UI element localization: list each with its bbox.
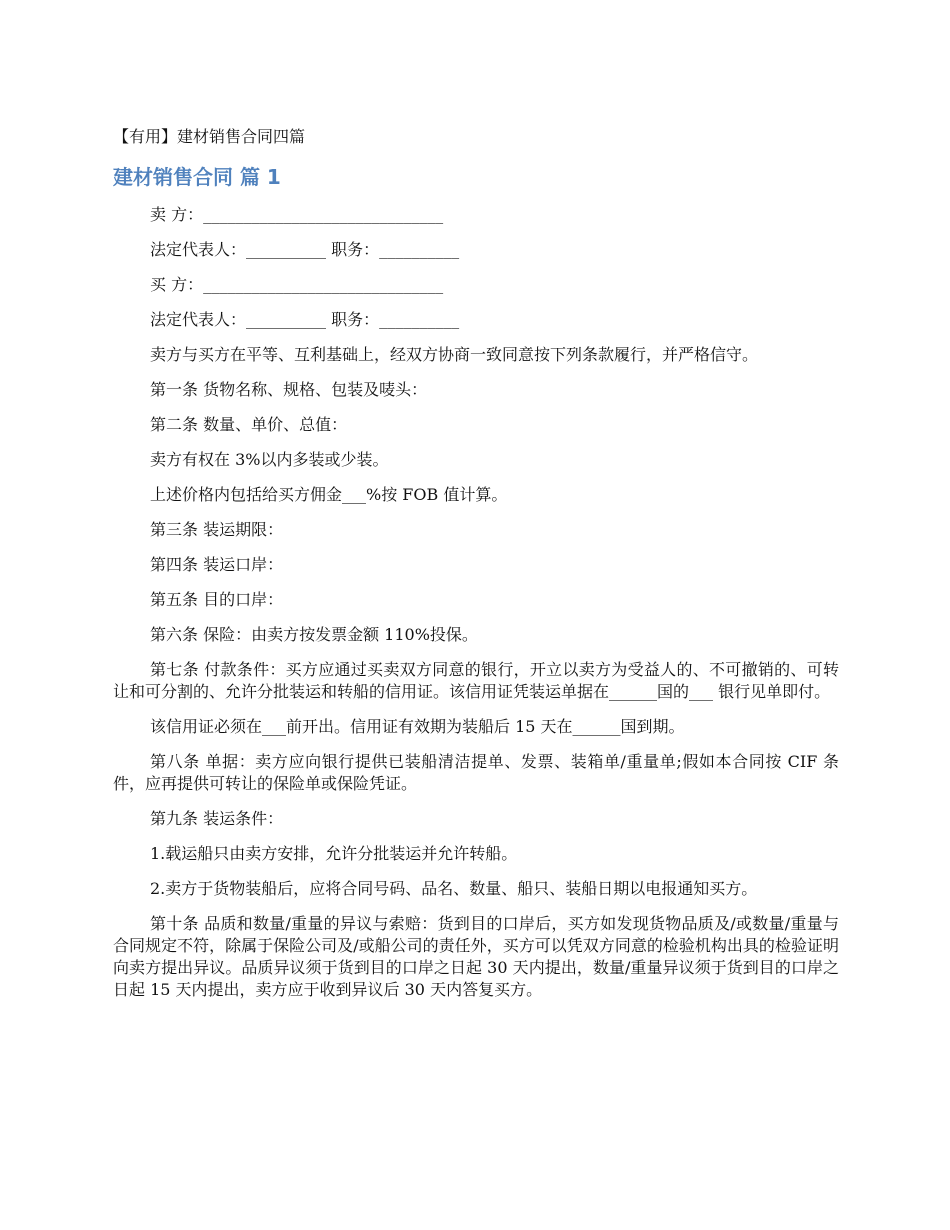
clause-6: 第六条 保险：由卖方按发票金额 110%投保。 — [150, 625, 478, 644]
clause-10: 第十条 品质和数量/重量的异议与索赔：货到目的口岸后，买方如发现货物品质及/或数量/重量与合同规定不符，除属于保险公司及/或船公司的责任外，买方可以凭双方同意的检验机构出具的检验证明向卖方提出异议。品质异议须于货到目的口岸之日起 30 天内提出，数量/重量异议须于货到目的口岸之日起 15 天内提出，卖方应于收到异议后 30 天内答复买方。 — [113, 914, 839, 999]
clause-9-item-2: 2.卖方于货物装船后，应将合同号码、品名、数量、船只、装船日期以电报通知买方。 — [150, 879, 758, 898]
clause-2: 第二条 数量、单价、总值： — [150, 415, 348, 434]
buyer-line: 买 方：______________________________ — [150, 275, 444, 294]
preamble-paragraph: 卖方与买方在平等、互利基础上，经双方协商一致同意按下列条款履行，并严格信守。 — [150, 345, 759, 364]
clause-3: 第三条 装运期限： — [150, 520, 284, 539]
clause-2-commission: 上述价格内包括给买方佣金___%按 FOB 值计算。 — [150, 485, 508, 504]
clause-8: 第八条 单据：卖方应向银行提供已装船清洁提单、发票、装箱单/重量单;假如本合同按 CIF 条件，应再提供可转让的保险单或保险凭证。 — [113, 752, 839, 793]
clause-7-credit-expiry: 该信用证必须在___前开出。信用证有效期为装船后 15 天在______国到期。 — [150, 717, 685, 736]
buyer-representative-line: 法定代表人：__________ 职务：__________ — [150, 310, 460, 329]
section-heading: 建材销售合同 篇 1 — [113, 165, 281, 189]
clause-1: 第一条 货物名称、规格、包装及唛头： — [150, 380, 428, 399]
clause-5: 第五条 目的口岸： — [150, 590, 284, 609]
clause-2-tolerance: 卖方有权在 3%以内多装或少装。 — [150, 450, 389, 469]
seller-line: 卖 方：______________________________ — [150, 205, 444, 224]
seller-representative-line: 法定代表人：__________ 职务：__________ — [150, 240, 460, 259]
clause-9: 第九条 装运条件： — [150, 809, 284, 828]
clause-4: 第四条 装运口岸： — [150, 555, 284, 574]
document-body — [113, 204, 839, 1014]
document-title: 【有用】建材销售合同四篇 — [113, 127, 306, 146]
clause-7: 第七条 付款条件：买方应通过买卖双方同意的银行，开立以卖方为受益人的、不可撤销的、可转让和可分割的、允许分批装运和转船的信用证。该信用证凭装运单据在______国的___ 银行见单即付。 — [113, 660, 839, 701]
clause-9-item-1: 1.载运船只由卖方安排，允许分批装运并允许转船。 — [150, 844, 518, 863]
